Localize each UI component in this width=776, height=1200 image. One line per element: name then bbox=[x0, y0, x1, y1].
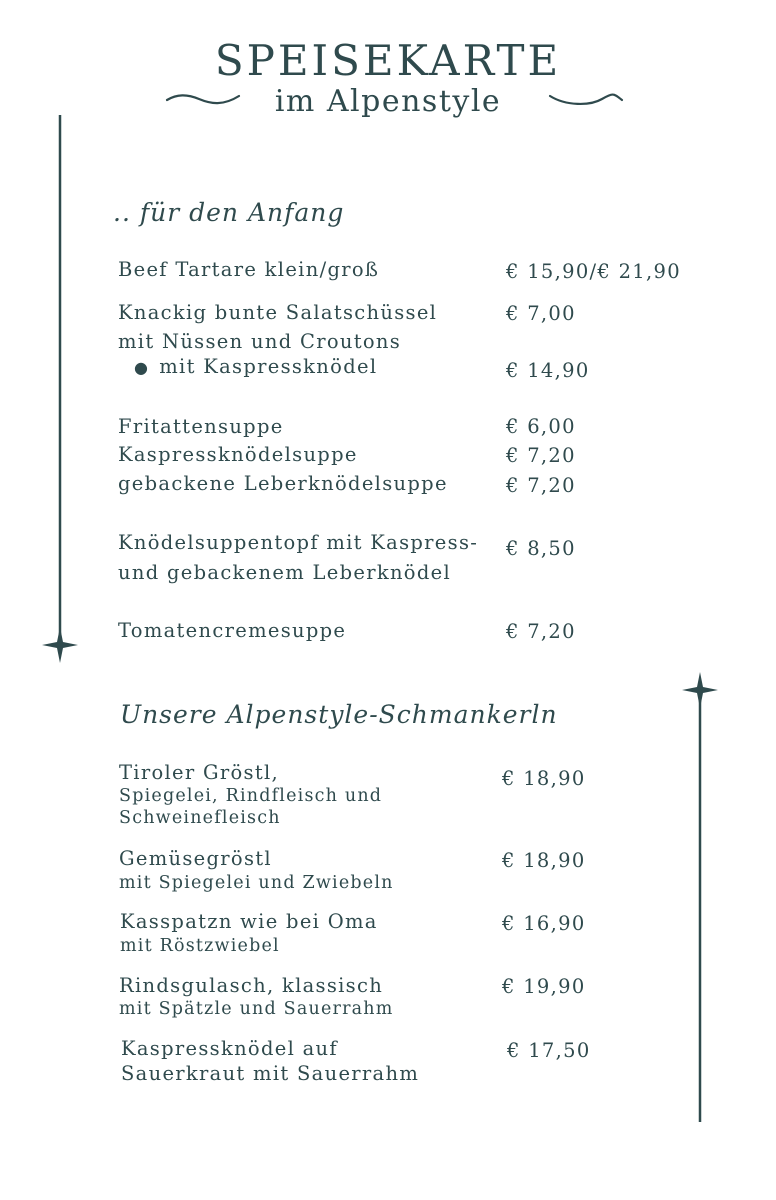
section-title-specialties: Unsere Alpenstyle-Schmankerln bbox=[120, 700, 558, 729]
page-subtitle: im Alpenstyle bbox=[274, 84, 502, 119]
menu-item-name: Kasspatzn wie bei Oma bbox=[120, 910, 378, 933]
menu-item-price: € 7,00 bbox=[506, 302, 576, 325]
menu-item-name: Beef Tartare klein/groß bbox=[118, 258, 380, 281]
menu-item-description: Spiegelei, Rindfleisch und bbox=[119, 786, 383, 806]
menu-item-name: Kaspressknödelsuppe bbox=[118, 443, 358, 466]
menu-item-name: Tiroler Gröstl, bbox=[119, 761, 280, 784]
menu-item-name: gebackene Leberknödelsuppe bbox=[118, 472, 448, 495]
right-star-line-ornament bbox=[680, 670, 720, 1125]
menu-item-name: Knackig bunte Salatschüssel bbox=[118, 301, 438, 324]
menu-item-price: € 19,90 bbox=[502, 975, 586, 998]
menu-item-price: € 14,90 bbox=[506, 359, 590, 382]
menu-item-price: € 18,90 bbox=[502, 849, 586, 872]
menu-item-name: Gemüsegröstl bbox=[119, 847, 272, 870]
left-star-line-ornament bbox=[40, 115, 80, 665]
menu-item-price: € 15,90/€ 21,90 bbox=[506, 260, 681, 283]
menu-item-price: € 7,20 bbox=[506, 474, 576, 497]
menu-item-option-label: mit Kaspressknödel bbox=[159, 355, 378, 378]
menu-item-price: € 6,00 bbox=[506, 415, 576, 438]
menu-item-description: mit Röstzwiebel bbox=[120, 936, 280, 956]
swash-right-ornament bbox=[546, 90, 624, 110]
menu-item-price: € 8,50 bbox=[506, 537, 576, 560]
menu-item-name: Knödelsuppentopf mit Kaspress- bbox=[118, 531, 479, 554]
menu-item-name: Rindsgulasch, klassisch bbox=[119, 974, 384, 997]
menu-item-name: Kaspressknödel auf bbox=[121, 1037, 338, 1060]
menu-item-price: € 16,90 bbox=[502, 912, 586, 935]
page-title: SPEISEKARTE bbox=[214, 36, 562, 85]
menu-item-description: mit Nüssen und Croutons bbox=[118, 330, 402, 353]
menu-item-name: Fritattensuppe bbox=[118, 415, 284, 438]
section-title-starters: .. für den Anfang bbox=[113, 198, 345, 227]
menu-item-option bbox=[134, 355, 377, 378]
menu-item-description: Sauerkraut mit Sauerrahm bbox=[121, 1062, 420, 1085]
menu-item-description: und gebackenem Leberknödel bbox=[118, 561, 452, 584]
menu-item-price: € 18,90 bbox=[502, 767, 586, 790]
menu-item-description: mit Spiegelei und Zwiebeln bbox=[119, 873, 394, 893]
menu-item-description: mit Spätzle und Sauerrahm bbox=[119, 999, 394, 1019]
bullet-icon: ● bbox=[134, 358, 150, 377]
menu-item-price: € 7,20 bbox=[506, 620, 576, 643]
menu-item-price: € 7,20 bbox=[506, 444, 576, 467]
menu-item-description: Schweinefleisch bbox=[119, 808, 281, 828]
menu-item-price: € 17,50 bbox=[507, 1039, 591, 1062]
menu-item-name: Tomatencremesuppe bbox=[118, 619, 347, 642]
